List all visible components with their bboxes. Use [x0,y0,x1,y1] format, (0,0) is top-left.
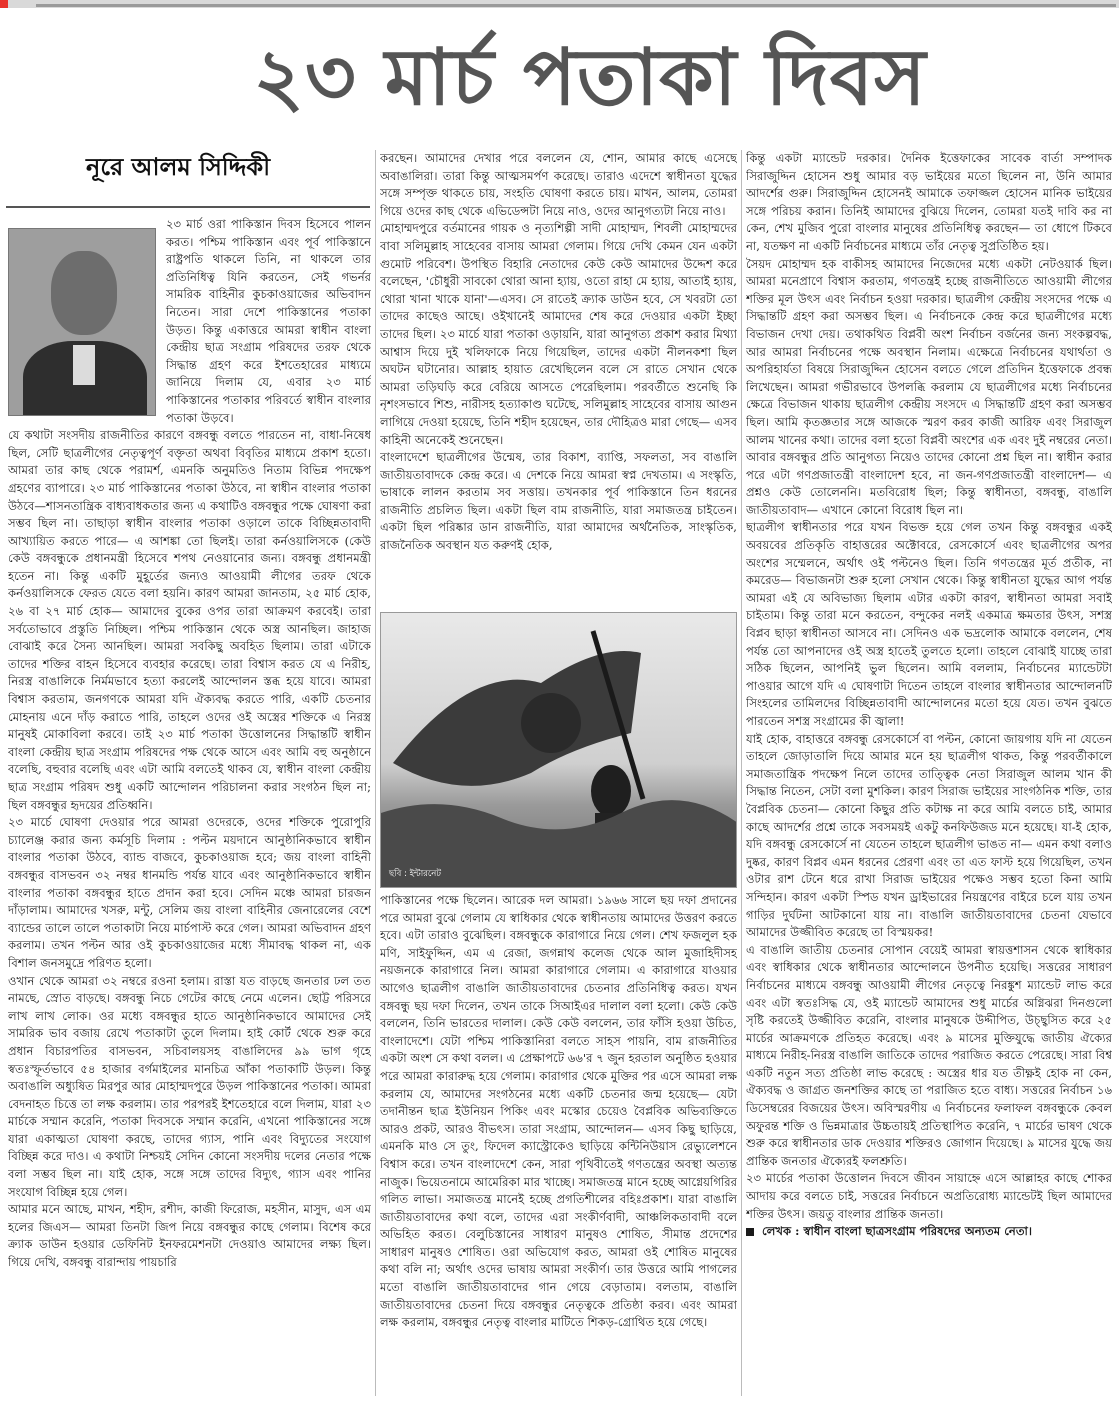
paragraph: পাকিস্তানের পক্ষে ছিলেন। আরেক দল আমরা। ১৯৬৬ সালে ছয় দফা প্রদানের পরে আমরা বুঝে গেলাম যে স্বাধিকার থেকে স্বাধীনতায় আমাদের উত্তরণ করতে হবে। এটা তারাও বুঝেছিল। বঙ্গবন্ধুকে কারাগারে নিয়ে গেল। শেখ ফজলুল হক মণি, সাইফুদ্দিন, এম এ রেজা, জগন্নাথ কলেজ থেকে আল মুজাহিদীসহ নয়জনকে কারাগারে নিল। আমরা কারাগারে গেলাম। এ কারাগারে যাওয়ার আগেও ছাত্রলীগ বাঙালি জাতীয়তাবাদের চেতনার প্রতিনিধিত্ব করত। যখন বঙ্গবন্ধু ছয় দফা দিলেন, তখন তাকে সিআইএর দালাল বলা হলো। কেউ কেউ বললেন, তিনি ভারতের দালাল। কেউ কেউ বললেন, তার ফাঁসি হওয়া উচিত, বাংলাদেশে। যেটা পশ্চিম পাকিস্তানিরা বলতে সাহস পায়নি, বাম রাজনীতির একটা অংশ সে কথা বলল। এ প্রেক্ষাপটে ৬৬'র ৭ জুন হরতাল অনুষ্ঠিত হওয়ার পরে আমরা কারারুদ্ধ হয়ে গেলাম। কারাগার থেকে মুক্তির পর এসে আমরা লক্ষ করলাম যে, আমাদের সংগঠনের মধ্যে একটি চেতনার জন্ম হয়েছে— যেটা তদানীন্তন ছাত্র ইউনিয়ন পিকিং এবং মস্কোর চেয়েও বৈপ্লবিক অভিব্যক্তিতে আরও প্রকট, আরও বীভৎস। তারা সংগ্রাম, আন্দোলন— এসব কিছু ছাড়িয়ে, এমনকি মাও সে তুং, ফিদেল ক্যাস্ট্রোকেও ছাড়িয়ে কন্টিনিউয়াস রেভ্যুলেশনে বিশ্বাস করে। তখন বাংলাদেশে কেন, সারা পৃথিবীতেই গণতন্ত্রের অবস্থা অত্যন্ত নাজুক। ভিয়েতনামে আমেরিকা মার খাচ্ছে। সমাজতন্ত্র মানে হচ্ছে আগ্নেয়গিরির গলিত লাভা। সমাজতন্ত্র মানেই হচ্ছে প্রগতিশীলের বহিঃপ্রকাশ। যারা বাঙালি জাতীয়তাবাদের কথা বলে, তাদের এরা সংকীর্ণবাদী, আঞ্চলিকতাবাদী বলে অভিহিত করত। বেলুচিস্তানের সাধারণ মানুষও শোষিত, সীমান্ত প্রদেশের সাধারণ মানুষও শোষিত। ওরা অভিযোগ করত, আমরা ওই শোষিত মানুষের কথা বলি না; অর্থাৎ ওদের ভাষায় আমরা সংকীর্ণ। তার উত্তরে আমি পাগলের মতো বাঙালি জাতীয়তাবাদের গান গেয়ে বেড়াতাম। বলতাম, বাঙালি জাতীয়তাবাদের চেতনা দিয়ে বঙ্গবন্ধুর নেতৃত্বকে প্রতিষ্ঠা করব। এবং আমরা লক্ষ করলাম, বঙ্গবন্ধুর নেতৃত্ব বাংলার মাটিতে শিকড়-গ্রোথিত হয়ে গেছে। [380,893,737,1330]
author-photo [8,228,156,416]
column-divider [741,150,742,1396]
paragraph: করছেন। আমাদের দেখার পরে বললেন যে, শোন, আমার কাছে এসেছে অবাঙালিরা। তারা কিন্তু আত্মসমর্পণ করেছে। তারাও এদেশে স্বাধীনতা যুদ্ধের সঙ্গে সম্পৃক্ত থাকতে চায়, সংহতি ঘোষণা করতে চায়। মাখন, আলম, তোমরা গিয়ে ওদের কাছ থেকে এভিডেন্সটা নিয়ে নাও, ওদের আনুগত্যটা নিয়ে নাও। [380,151,737,218]
paragraph: কিন্তু একটা ম্যান্ডেট দরকার। দৈনিক ইত্তেফাকের সাবেক বার্তা সম্পাদক সিরাজুদ্দিন হোসেন শুধু আমার বড় ভাইয়ের মতো ছিলেন না, উনি আমার আদর্শের গুরু। সিরাজুদ্দিন হোসেনই আমাকে তফাজ্জল হোসেন মানিক ভাইয়ের সঙ্গে পরিচয় করান। তিনিই আমাদের বুঝিয়ে দিলেন, তোমরা যতই দাবি কর না কেন, শেখ মুজিব পুরো বাংলার মানুষের প্রতিনিধিত্ব করছেন— তা ধোপে টিকবে না, যতক্ষণ না একটি নির্বাচনের মাধ্যমে তাঁর নেতৃত্ব সুপ্রতিষ্ঠিত হয়। [746,151,1112,253]
paragraph: এ বাঙালি জাতীয় চেতনার সোপান বেয়েই আমরা স্বায়ত্তশাসন থেকে স্বাধিকার এবং স্বাধিকার থেকে স্বাধীনতার আন্দোলনে উপনীত হয়েছি। সত্তরের সাধারণ নির্বাচনের মাধ্যমে বঙ্গবন্ধু আওয়ামী লীগের নেতৃত্বে নিরঙ্কুশ ম্যান্ডেট লাভ করে এবং এটা স্বতঃসিদ্ধ যে, ওই ম্যান্ডেট আমাদের শুধু মার্চের অগ্নিঝরা দিনগুলো সৃষ্টি করতেই উজ্জীবিত করেনি, বাংলার মানুষকে উদ্দীপিত, উচ্ছ্বসিত করে ২৫ মার্চের আক্রমণকে প্রতিহত করেছে। এবং ৯ মাসের মুক্তিযুদ্ধে জাতীয় ঐক্যের মাধ্যমে নিরীহ-নিরস্ত্র বাঙালি জাতিকে তাদের পরাজিত করতে পেরেছে। সারা বিশ্ব একটি নতুন সত্য প্রতিষ্ঠা লাভ করেছে : অস্ত্রের ধার যত তীক্ষ্ণই হোক না কেন, ঐক্যবদ্ধ ও জাগ্রত জনশক্তির কাছে তা পরাজিত হতে বাধ্য। সত্তরের নির্বাচন ১৬ ডিসেম্বরের বিজয়ের উৎস। অবিস্মরণীয় এ নির্বাচনের ফলাফল বঙ্গবন্ধুকে কেবল অফুরন্ত শক্তি ও ভিন্নমাত্রার উচ্চতায়ই প্রতিস্থাপিত করেনি, ৭ মার্চের ভাষণ থেকে শুরু করে স্বাধীনতার ডাক দেওয়ার শক্তিরও জোগান দিয়েছে। ৯ মাসের যুদ্ধে জয় প্রান্তিক জনতার ঐক্যেরই ফলশ্রুতি। [746,942,1112,1168]
paragraph: ২৩ মার্চের পতাকা উত্তোলন দিবসে জীবন সায়াহ্নে এসে আল্লাহর কাছে শোকর আদায় করে বলতে চাই, সত্তরের নির্বাচনে অপ্রতিরোধ্য ম্যান্ডেটই ছিল আমাদের শক্তির উৎস। জয়তু বাংলার প্রান্তিক জনতা। [746,1171,1112,1221]
flag-illustration [381,613,737,888]
paragraph: আমার মনে আছে, মাখন, শহীদ, রশীদ, কাজী ফিরোজ, মহসীন, মাসুদ, এস এম হলের জিএস— আমরা তিনটা জিপ নিয়ে বঙ্গবন্ধুর কাছে গেলাম। বিশেষ করে ক্র্যাক ডাউন হওয়ার ডেফিনিট ইনফরমেশনটা দেওয়াও আমাদের লক্ষ্য ছিল। গিয়ে দেখি, বঙ্গবন্ধু বারান্দায় পায়চারি [8,1202,371,1270]
article-column-2-continued [380,892,737,1396]
paragraph: ওখান থেকে আমরা ৩২ নম্বরে রওনা হলাম। রাস্তা যত বাড়ছে জনতার ঢল তত নামছে, স্রোত বাড়ছে। বঙ্গবন্ধু নিচে গেটের কাছে নেমে এলেন। ছোট্ট পরিসরে লাখ লাখ লোক। ওর মধ্যে বঙ্গবন্ধুর হাতে আনুষ্ঠানিকভাবে আমাদের সেই সামরিক ভাব বজায় রেখে পতাকাটা তুলে দিলাম। হাই কোর্ট থেকে শুরু করে প্রধান বিচারপতির বাসভবন, সচিবালয়সহ বাঙালিদের ৯৯ ভাগ গৃহে স্বতঃস্ফূর্তভাবে ৫৪ হাজার বর্গমাইলের মানচিত্র আঁকা পতাকাটি উড়ল। কিন্তু অবাঙালি অধ্যুষিত মিরপুর আর মোহাম্মদপুরে উড়ল পাকিস্তানের পতাকা। আমরা বেদনাহত চিত্তে তা লক্ষ করলাম। তার পরপরই ইশতেহারে বলে দিলাম, যারা ২৩ মার্চকে সম্মান করেনি, পতাকা দিবসকে সম্মান করেনি, এখনো পাকিস্তানের সঙ্গে যারা একাত্মতা ঘোষণা করছে, তাদের গ্যাস, পানি এবং বিদ্যুতের সংযোগ বিচ্ছিন্ন করে দাও। এ কথাটা নিশ্চয়ই সেদিন কোনো সংসদীয় দলের নেতার পক্ষে বলা সম্ভব ছিল না। যাই হোক, সঙ্গে সঙ্গে তাদের বিদ্যুৎ, গ্যাস এবং পানির সংযোগ বিচ্ছিন্ন হয়ে গেল। [8,973,371,1199]
paragraph: সৈয়দ মোহাম্মদ হক বাকীসহ আমাদের নিজেদের মধ্যে একটা নেটওয়ার্ক ছিল। আমরা মনেপ্রাণে বিশ্বাস করতাম, গণতন্ত্রই হচ্ছে রাজনীতিতে আওয়ামী লীগের শক্তির মূল উৎস এবং নির্বাচন হওয়া দরকার। ছাত্রলীগ কেন্দ্রীয় সংসদের পক্ষে এ সিদ্ধান্তটি গ্রহণ করা অসম্ভব ছিল। এ নির্বাচনকে কেন্দ্র করে ছাত্রলীগের মধ্যে বিভাজন দেখা দেয়। তথাকথিত বিপ্লবী অংশ নির্বাচন বর্জনের জন্য সংকল্পবদ্ধ, আর আমরা নির্বাচনের পক্ষে অবস্থান নিলাম। এক্ষেত্রে নির্বাচনের যথার্থতা ও অপরিহার্যতা বিষয়ে সিরাজুদ্দিন হোসেন বলতে গেলে প্রতিদিন ইত্তেফাকে প্রবন্ধ লিখেছেন। আমরা গভীরভাবে উপলব্ধি করলাম যে ছাত্রলীগের মধ্যে নির্বাচনের ক্ষেত্রে বিভাজন থাকায় ছাত্রলীগ কেন্দ্রীয় সংসদে এ সিদ্ধান্তটি গ্রহণ করা অসম্ভব ছিল। আমি কৃতজ্ঞতার সঙ্গে আজকে স্মরণ করব কাজী আরিফ এবং সিরাজুল আলম খানের কথা। তাদের বলা হতো বিপ্লবী অংশের এক এবং দুই নম্বরের নেতা। আবার বঙ্গবন্ধুর প্রতি আনুগত্য নিয়েও তাদের কোনো প্রশ্ন ছিল না। স্বাধীন করার পরে এটা গণপ্রজাতন্ত্রী বাংলাদেশ হবে, না জন-গণপ্রজাতন্ত্রী বাংলাদেশ— এ প্রশ্নও কেউ তোলেননি। মতবিরোধ ছিল; কিন্তু স্বাধীনতা, বঙ্গবন্ধু, বাঙালি জাতীয়তাবাদ— এখানে কোনো বিরোধ ছিল না। [746,256,1112,517]
paragraph: ২৩ মার্চ ওরা পাকিস্তান দিবস হিসেবে পালন করত। পশ্চিম পাকিস্তান এবং পূর্ব পাকিস্তানে রাষ্ট্রপতি থাকলে তিনি, না থাকলে তার প্রতিনিধিত্ব যিনি করতেন, সেই গভর্নর সামরিক বাহিনীর কুচকাওয়াজের অভিবাদন নিতেন। সারা দেশে পাকিস্তানের পতাকা উড়ত। কিন্তু একাত্তরে আমরা স্বাধীন বাংলা কেন্দ্রীয় ছাত্র সংগ্রাম পরিষদের তরফ থেকে সিদ্ধান্ত গ্রহণ করে ইশতেহারের মাধ্যমে জানিয়ে দিলাম যে, এবার ২৩ মার্চ পাকিস্তানের পতাকার পরিবর্তে স্বাধীন বাংলার পতাকা উড়বে। [166,217,371,425]
byline: নূরে আলম সিদ্দিকী [86,153,271,181]
square-bullet-icon [746,1228,754,1236]
accent-mark [0,0,8,8]
paragraph: মোহাম্মদপুরে বর্তমানের গায়ক ও নৃত্যশিল্পী সাদী মোহাম্মদ, শিবলী মোহাম্মদের বাবা সলিমুল্লাহ সাহেবের বাসায় আমরা গেলাম। গিয়ে দেখি কেমন যেন একটা গুমোট পরিবেশ। উপস্থিত বিহারি নেতাদের কেউ কেউ আমাদের উদ্দেশ করে বলেছেন, 'চৌধুরী সাবকো থোরা আনা হ্যায়, ওতো রাহা মে হ্যায়, আতাই হ্যায়, থোরা খানা খাকে যানা'—এসব। সে রাতেই ক্র্যাক ডাউন হবে, সে খবরটা তো তাদের কাছেও আছে। ওইখানেই আমাদের শেষ করে দেওয়ার একটা ইচ্ছা তাদের ছিল। ২৩ মার্চে যারা পতাকা ওড়ায়নি, যারা আনুগত্য প্রকাশ করার মিথ্যা আশ্বাস দিয়ে দুই খলিফাকে নিয়ে গিয়েছিল, তাদের একটা নীলনকশা ছিল অঘটন ঘটানোর। আল্লাহ হায়াত রেখেছিলেন বলে সে রাতে সেখান থেকে আমরা তড়িঘড়ি করে বেরিয়ে আসতে পেরেছিলাম। পরবর্তীতে শুনেছি কি নৃশংসভাবে শিশু, নারীসহ হত্যাকাণ্ড ঘটেছে, সলিমুল্লাহ সাহেবের বাসায় আগুন লাগিয়ে দেওয়া হয়েছে, তিনি শহীদ হয়েছেন, তার দৌহিত্রও মারা গেছে— এসব কাহিনী অনেকেই শুনেছেন। [380,221,737,447]
paragraph: বাংলাদেশে ছাত্রলীগের উন্মেষ, তার বিকাশ, ব্যাপ্তি, সফলতা, সব বাঙালি জাতীয়তাবাদকে কেন্দ্র করে। এ দেশকে নিয়ে আমরা স্বপ্ন দেখতাম। এ সংস্কৃতি, ভাষাকে লালন করতাম সব সত্তায়। তখনকার পূর্ব পাকিস্তানে তিন ধরনের রাজনীতি প্রচলিত ছিল। একটা ছিল বাম রাজনীতি, যারা সমাজতন্ত্র চাইতেন। একটা ছিল পরিষ্কার ডান রাজনীতি, যারা আমাদের অর্থনৈতিক, সাংস্কৃতিক, রাজনৈতিক অবস্থান যত করুণই হোক, [380,450,737,553]
article-column-1 [8,216,371,1396]
column-divider [375,150,376,1396]
paragraph: যে কথাটা সংসদীয় রাজনীতির কারণে বঙ্গবন্ধু বলতে পারতেন না, বাধা-নিষেধ ছিল, সেটি ছাত্রলীগের নেতৃত্বপূর্ণ বক্তৃতা অথবা বিবৃতির মাধ্যমে প্রকাশ হতো। আমরা তার কাছ থেকে পরামর্শ, এমনকি অনুমতিও নিতাম বিভিন্ন পদক্ষেপ গ্রহণের ব্যাপারে। ২৩ মার্চ পাকিস্তানের পতাকা উঠবে, না স্বাধীন বাংলার পতাকা উঠবে—শাসনতান্ত্রিক বাধ্যবাধকতার জন্য এ কথাটিও বঙ্গবন্ধুর পক্ষে ঘোষণা করা সম্ভব ছিল না। তাছাড়া স্বাধীন বাংলার পতাকা ওড়ালে তাকে বিচ্ছিন্নতাবাদী আখ্যায়িত করতে পারে— এ আশঙ্কা তো ছিলই। তারা কর্নওয়ালিসকে (কেউ কেউ বঙ্গবন্ধুকে প্রধানমন্ত্রী হিসেবে শপথ নেওয়ানোর জন্য। বঙ্গবন্ধু প্রধানমন্ত্রী হতেন না। কিন্তু একটি মুহূর্তের জন্যও আওয়ামী লীগের তরফ থেকে কর্নওয়ালিসকে ফেরত যেতে বলা হয়নি। কারণ আমরা জানতাম, ২৫ মার্চ হোক, ২৬ বা ২৭ মার্চ হোক— আমাদের বুকের ওপর তারা আক্রমণ করবেই। তারা সর্বতোভাবে প্রস্তুতি নিচ্ছিল। পশ্চিম পাকিস্তান থেকে অস্ত্র আনছিল। জাহাজ বোঝাই করে সৈন্য আনছিল। আমরা সবকিছু অবহিত ছিলাম। তারা এটাকে তাদের শক্তির বাহন হিসেবে ব্যবহার করেছে। তারা বিশ্বাস করত যে এ নিরীহ, নিরস্ত্র বাঙালিকে নির্মমভাবে হত্যা করলেই আন্দোলন স্তব্ধ হয়ে যাবে। আমরা বিশ্বাস করতাম, জনগণকে আমরা যদি ঐক্যবদ্ধ করতে পারি, একটি চেতনার মোহনায় এনে দাঁড় করাতে পারি, তাহলে ওদের ওই অস্ত্রের শক্তিকে এ নিরস্ত্র মানুষই মোকাবিলা করবে। তাই ২৩ মার্চ পতাকা উত্তোলনের সিদ্ধান্তটি স্বাধীন বাংলা কেন্দ্রীয় ছাত্র সংগ্রাম পরিষদের পক্ষ থেকে আসে এবং আমি বহু অনুষ্ঠানে বলেছি, বহুবার বলেছি এবং এটা আমি বলতেই থাকব যে, স্বাধীন বাংলা কেন্দ্রীয় ছাত্র সংগ্রাম পরিষদ শুধু একটি আন্দোলন পরিচালনা করার সংগঠন ছিল না; ছিল বঙ্গবন্ধুর হৃদয়ের প্রতিধ্বনি। [8,428,371,812]
paragraph: ২৩ মার্চে ঘোষণা দেওয়ার পরে আমরা ওদেরকে, ওদের শক্তিকে পুরোপুরি চ্যালেঞ্জ করার জন্য কর্মসূচি দিলাম : পল্টন ময়দানে আনুষ্ঠানিকভাবে স্বাধীন বাংলার পতাকা উঠবে, ব্যান্ড বাজবে, কুচকাওয়াজ হবে; জয় বাংলা বাহিনী বঙ্গবন্ধুর বাসভবন ৩২ নম্বর ধানমন্ডি পর্যন্ত যাবে এবং আনুষ্ঠানিকভাবে স্বাধীন বাংলার পতাকা বঙ্গবন্ধুর হাতে প্রদান করা হবে। সেদিন মঞ্চে আমরা চারজন দাঁড়ালাম। আমাদের খসরু, মন্টু, সেলিম জয় বাংলা বাহিনীর জেনারেলের বেশে ব্যান্ডের তালে তালে পতাকাটা নিয়ে মার্চপাস্ট করে গেল। আমরা অভিবাদন গ্রহণ করলাম। তখন পল্টন আর ওই কুচকাওয়াজের মধ্যে সীমাবদ্ধ থাকল না, এক বিশাল জনসমুদ্রে পরিণত হলো। [8,815,371,970]
headline: ২৩ মার্চ পতাকা দিবস [253,33,927,123]
flag-photo [380,612,737,888]
paragraph: ছাত্রলীগ স্বাধীনতার পরে যখন বিভক্ত হয়ে গেল তখন কিন্তু বঙ্গবন্ধুর একই অবয়বের প্রতিকৃতি বাহাত্তরের অক্টোবরে, রেসকোর্সে এবং ছাত্রলীগের অপর অংশের সম্মেলনে, অর্থাৎ ওই পল্টনেও ছিল। তিনি গণতন্ত্রের মূর্ত প্রতীক, না কমরেড— বিভাজনটা শুরু হলো সেখান থেকে। কিন্তু স্বাধীনতা যুদ্ধের আগ পর্যন্ত আমরা এই যে অবিভাজ্য ছিলাম এটার একটা কারণ, স্বাধীনতা আমরা সবাই চাইতাম। কিন্তু তারা মনে করতেন, বন্দুকের নলই একমাত্র ক্ষমতার উৎস, সশস্ত্র বিপ্লব ছাড়া স্বাধীনতা আসবে না। সেদিনও এক ভদ্রলোক আমাকে বললেন, শেষ পর্যন্ত তো আপনাদের ওই অস্ত্র হাতেই তুলতে হলো। তাহলে বোঝাই যাচ্ছে তারা সঠিক ছিলেন, আপনিই ভুল ছিলেন। আমি বললাম, নির্বাচনের ম্যান্ডেটটা পাওয়ার আগে যদি এ ঘোষণাটা দিতেন তাহলে বাংলার স্বাধীনতার আন্দোলনটি সিংহলের তামিলদের বিচ্ছিন্নতাবাদী আন্দোলনের মতো হয়ে যেত। তখন বুঝতে পারতেন সশস্ত্র সংগ্রামের কী জ্বালা! [746,520,1112,728]
author-note-text: স্বাধীন বাংলা ছাত্রসংগ্রাম পরিষদের অন্যতম নেতা। [803,1224,1033,1239]
top-rule [36,4,1116,7]
byline-rule [6,206,370,208]
photo-caption: ছবি : ইন্টারনেট [389,869,441,879]
paragraph: যাই হোক, বাহাত্তরে বঙ্গবন্ধু রেসকোর্সে বা পল্টন, কোনো জায়গায় যদি না যেতেন তাহলে জোড়াতালি দিয়ে আমার মনে হয় ছাত্রলীগ থাকত, কিন্তু পরবর্তীকালে সমাজতান্ত্রিক পদক্ষেপ নিলে তাদের তাত্ত্বিক নেতা সিরাজুল আলম খান কী সিদ্ধান্ত নিতেন, সেটা বলা মুশকিল। কারণ সিরাজ ভাইয়ের সাংগঠনিক শক্তি, তার বৈপ্লবিক চেতনা— কোনো কিছুর প্রতি কটাক্ষ না করে আমি বলতে চাই, আমার কাছে আদর্শের প্রশ্নে তাকে সবসময়ই একটু কনফিউজড মনে হয়েছে। যা-ই হোক, যদি বঙ্গবন্ধু রেসকোর্সে না যেতেন তাহলে ছাত্রলীগ ভাঙত না— এমন কথা বলাও দুষ্কর, কারণ বিপ্লব এমন ধরনের প্রেরণা এবং তা এত ফাস্ট হয়ে গিয়েছিল, তখন ওটার রাশ টেনে ধরে রাখা সিরাজ ভাইয়ের পক্ষেও সম্ভব হতো কিনা আমি সন্দিহান। কারণ একটা স্পিড যখন ড্রাইভারের নিয়ন্ত্রণের বাইরে চলে যায় তখন গাড়ির দুর্ঘটনা আটকানো যায় না। বাঙালি জাতীয়তাবাদের চেতনা যেভাবে আমাদের উজ্জীবিত করেছে তা বিস্ময়কর! [746,731,1112,940]
author-note [746,1223,1112,1241]
article-column-3 [746,150,1112,1396]
author-note-label: লেখক : [762,1224,800,1239]
